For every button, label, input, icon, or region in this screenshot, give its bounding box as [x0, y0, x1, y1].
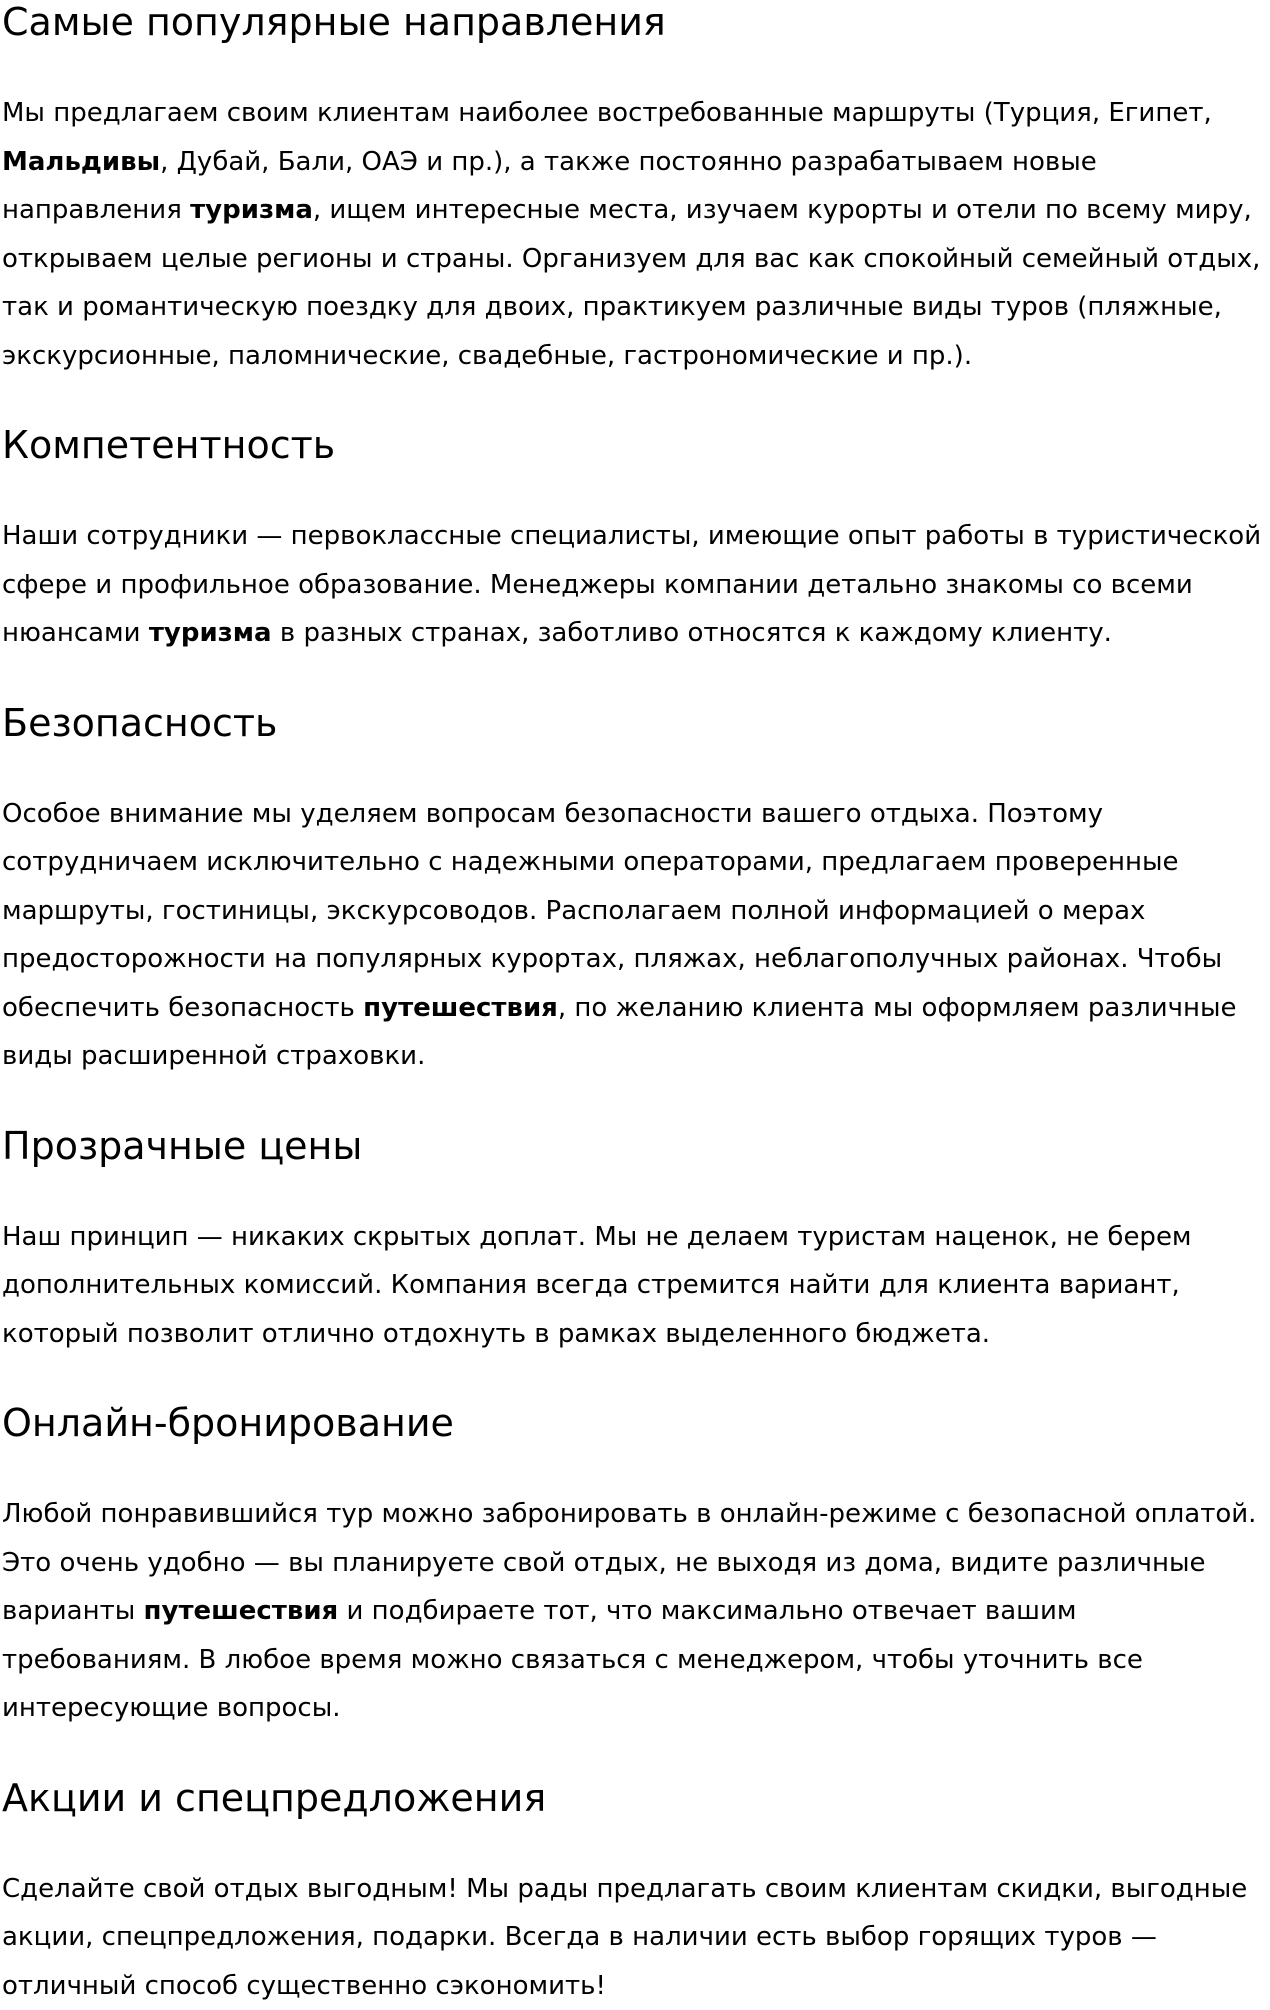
- section-safety: [2, 701, 1268, 1081]
- section-popular-destinations: [2, 0, 1268, 380]
- text-run: в разных странах, заботливо относятся к каждому клиенту.: [272, 618, 1112, 648]
- paragraph: [2, 89, 1268, 380]
- text-run: Наш принцип — никаких скрытых доплат. Мы не делаем туристам наценок, не берем дополнительных комиссий. Компания всегда стремится найти для клиента вариант, который позволит отлично отдохнуть в рамках выделенного бюджета.: [2, 1222, 1192, 1349]
- section-heading-transparent-prices: Прозрачные цены: [2, 1124, 1268, 1168]
- bold-text-run: туризма: [149, 618, 272, 648]
- section-heading-competence: Компетентность: [2, 423, 1268, 467]
- text-run: Мы предлагаем своим клиентам наиболее востребованные маршруты (Турция, Египет,: [2, 98, 1212, 128]
- text-run: , по желанию клиента мы оформляем различные виды расширенной страховки.: [2, 993, 1237, 1072]
- section-online-booking: [2, 1401, 1268, 1733]
- bold-text-run: Мальдивы: [2, 147, 160, 177]
- section-heading-popular-destinations: Самые популярные направления: [2, 0, 1268, 44]
- section-heading-promotions: Акции и спецпредложения: [2, 1776, 1268, 1820]
- section-transparent-prices: [2, 1124, 1268, 1359]
- text-run: Наши сотрудники — первоклассные специалисты, имеющие опыт работы в туристической сфере и профильное образование. Менеджеры компании детально знакомы со всеми нюансами: [2, 521, 1261, 648]
- paragraph: [2, 1490, 1268, 1733]
- text-run: , Дубай, Бали, ОАЭ и пр.), а также постоянно разрабатываем новые направления: [2, 147, 1097, 226]
- text-run: Любой понравившийся тур можно забронировать в онлайн-режиме с безопасной оплатой. Это очень удобно — вы планируете свой отдых, не выходя из дома, видите различные варианты: [2, 1499, 1256, 1626]
- bold-text-run: туризма: [190, 195, 313, 225]
- paragraph: [2, 1865, 1268, 2010]
- document-content: [2, 0, 1268, 2010]
- section-promotions: [2, 1776, 1268, 2010]
- text-run: , ищем интересные места, изучаем курорты и отели по всему миру, открываем целые регионы и страны. Организуем для вас как спокойный семейный отдых, так и романтическую поездку для двоих, практикуем различные виды туров (пляжные, экскурсионные, паломнические, свадебные, гастрономические и пр.).: [2, 195, 1260, 371]
- paragraph: [2, 1213, 1268, 1359]
- section-heading-safety: Безопасность: [2, 701, 1268, 745]
- section-competence: [2, 423, 1268, 658]
- text-run: и подбираете тот, что максимально отвечает вашим требованиям. В любое время можно связаться с менеджером, чтобы уточнить все интересующие вопросы.: [2, 1596, 1143, 1723]
- text-run: Особое внимание мы уделяем вопросам безопасности вашего отдыха. Поэтому сотрудничаем исключительно с надежными операторами, предлагаем проверенные маршруты, гостиницы, экскурсоводов. Располагаем полной информацией о мерах предосторожности на популярных курортах, пляжах, неблагополучных районах. Чтобы обеспечить безопасность: [2, 799, 1222, 1023]
- paragraph: [2, 790, 1268, 1081]
- section-heading-online-booking: Онлайн-бронирование: [2, 1401, 1268, 1445]
- paragraph: [2, 512, 1268, 658]
- bold-text-run: путешествия: [144, 1596, 339, 1626]
- bold-text-run: путешествия: [363, 993, 558, 1023]
- text-run: Сделайте свой отдых выгодным! Мы рады предлагать своим клиентам скидки, выгодные акции, спецпредложения, подарки. Всегда в наличии есть выбор горящих туров — отличный способ существенно сэкономить!: [2, 1874, 1247, 2001]
